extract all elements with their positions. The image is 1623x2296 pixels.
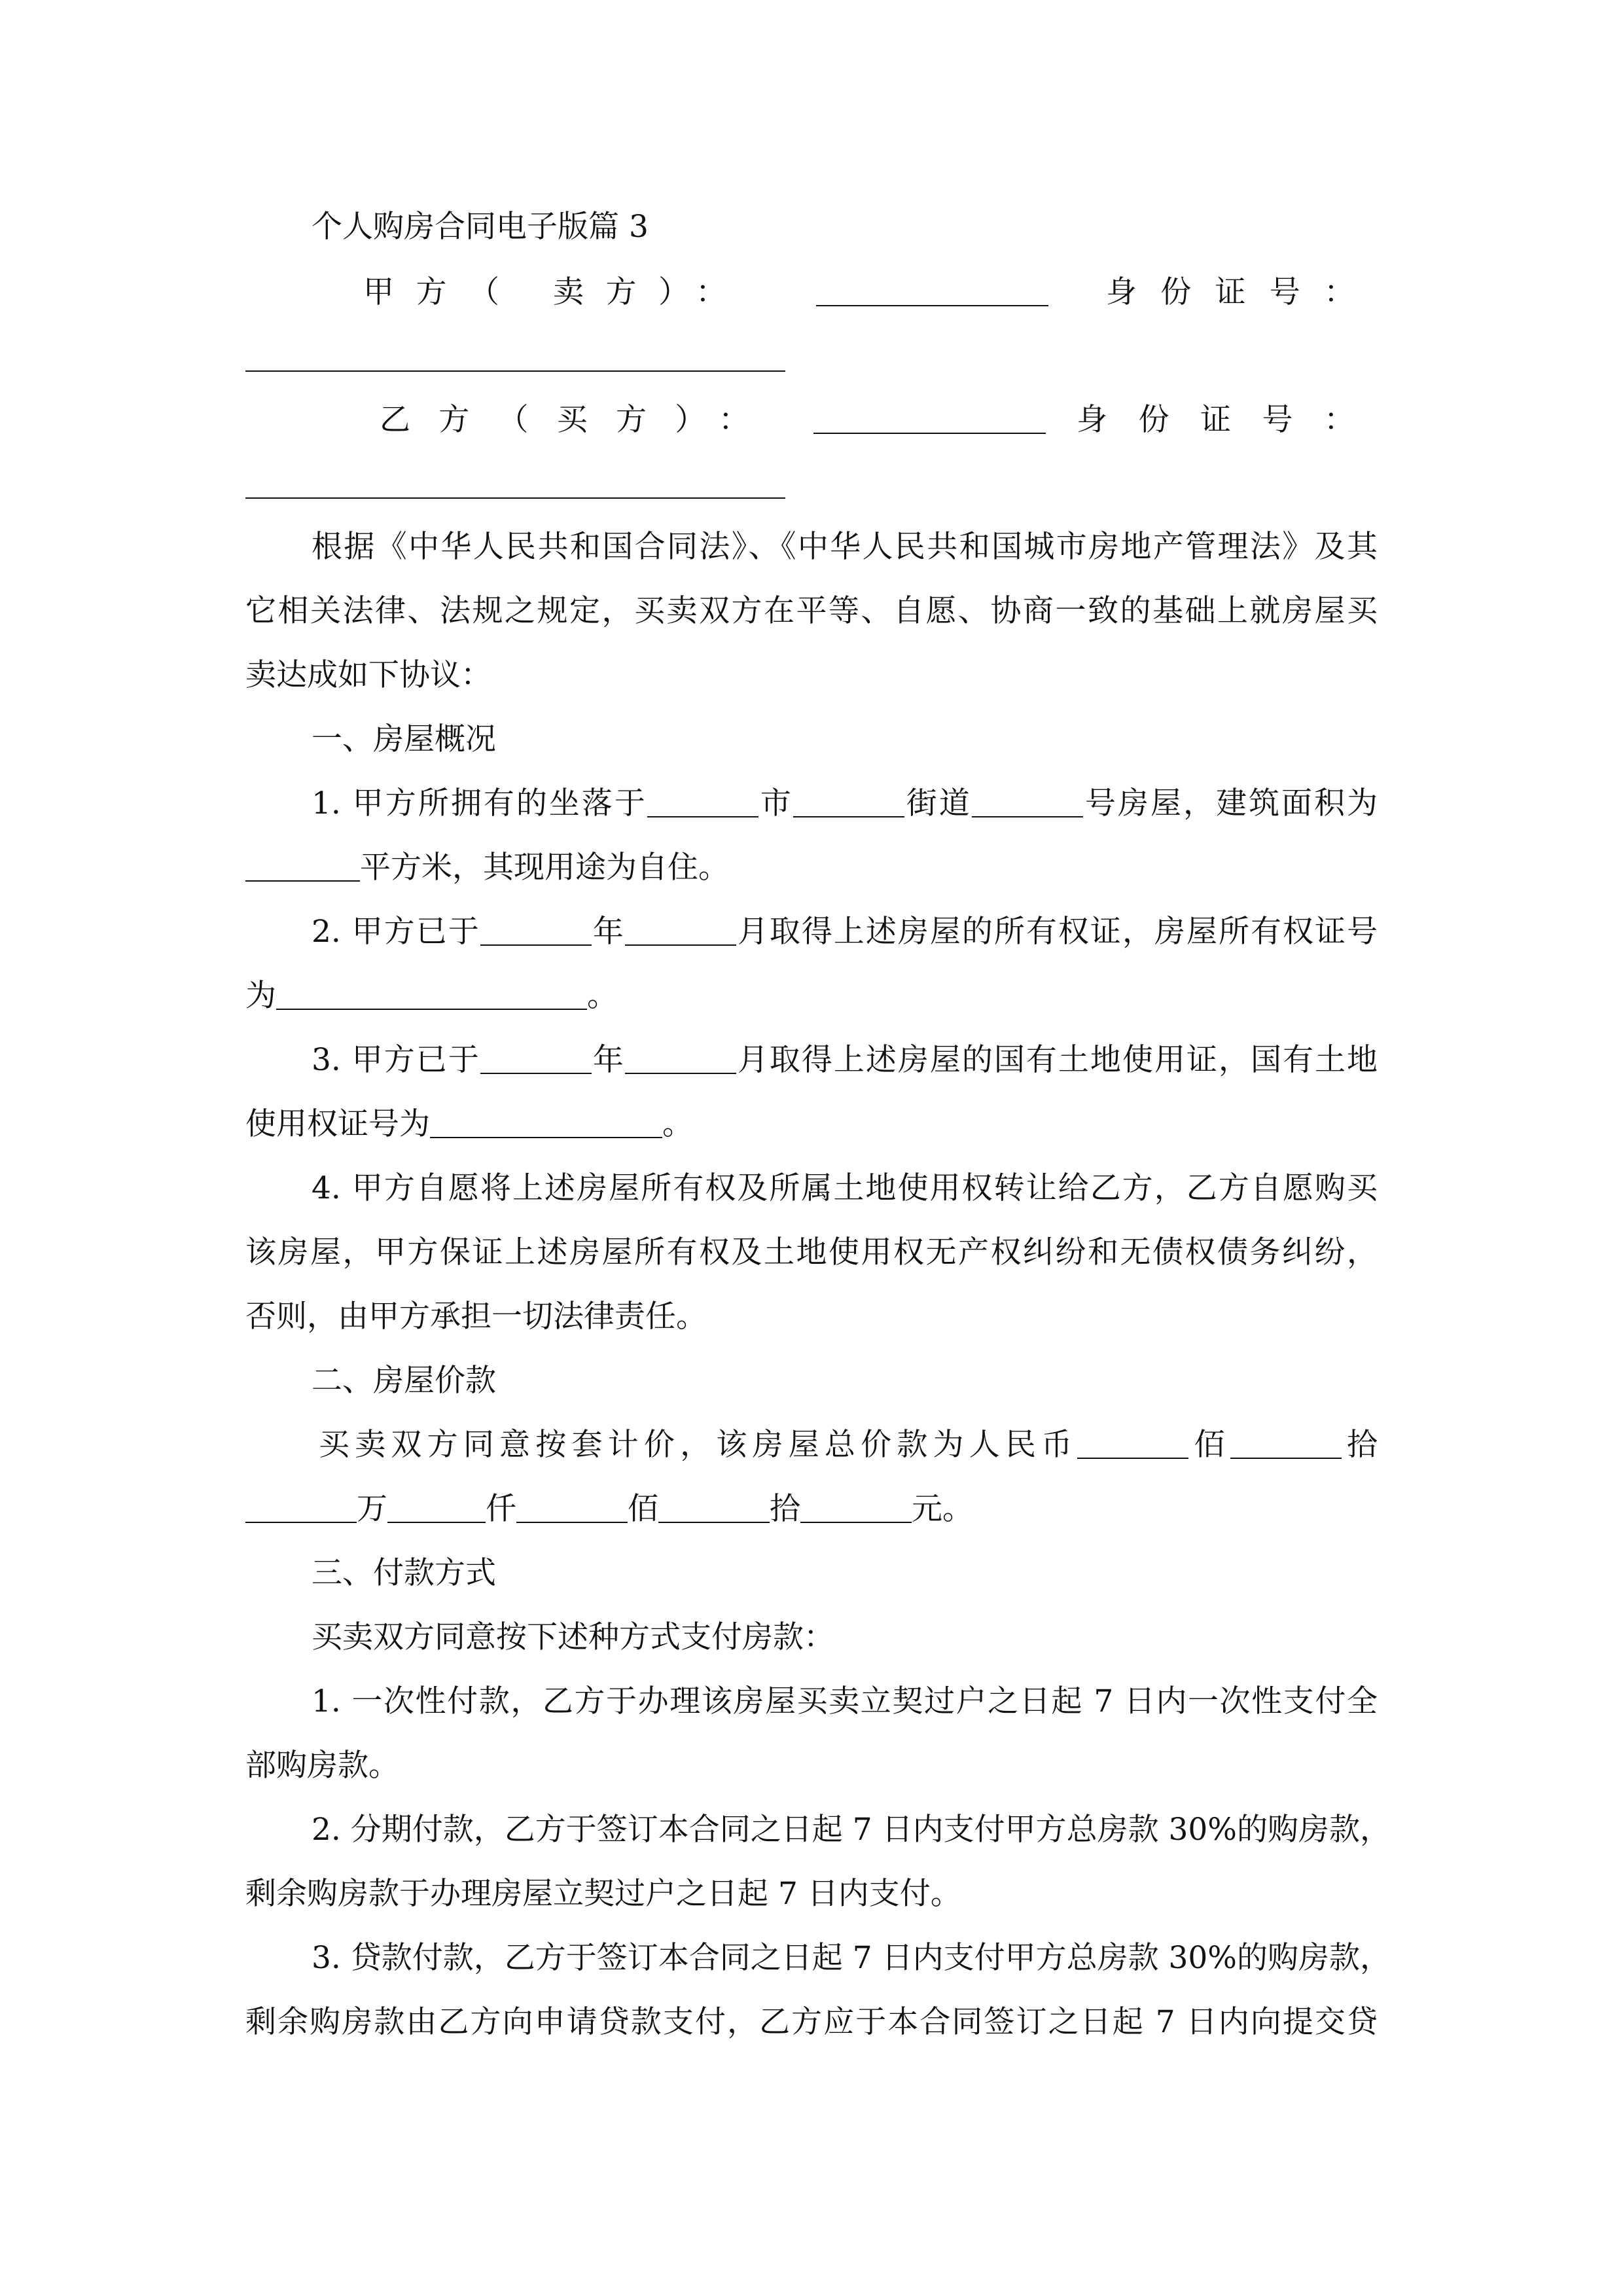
section-1-item-3-line-1: 3. 甲方已于 年 月取得上述房屋的国有土地使用证，国有土地 — [312, 1028, 1378, 1092]
section-1-item-1-line-2: 平方米，其现用途为自住。 — [245, 836, 1378, 900]
section-2-price-line-1: 买卖双方同意按套计价，该房屋总价款为人民币 佰 拾 — [319, 1413, 1378, 1477]
section-3-item-3-line-2: 剩余购房款由乙方向申请贷款支付，乙方应于本合同签订之日起 7 日内向提交贷 — [245, 2004, 1378, 2040]
intro-line-2: 它相关法律、法规之规定，买卖双方在平等、自愿、协商一致的基础上就房屋买 — [245, 593, 1378, 629]
section-3-item-2-line-1: 2. 分期付款，乙方于签订本合同之日起 7 日内支付甲方总房款 30%的购房款， — [312, 1812, 1391, 1848]
section-3-item-2-line-2: 剩余购房款于办理房屋立契过户之日起 7 日内支付。 — [245, 1876, 961, 1912]
section-3-heading: 三、付款方式 — [312, 1555, 496, 1591]
section-1-item-3-line-2: 使用权证号为 。 — [245, 1092, 1378, 1157]
section-3-item-1-line-2: 部购房款。 — [245, 1748, 399, 1784]
party-b-name-blank — [813, 388, 1046, 452]
party-a-id-label: 身份证号： — [1106, 274, 1355, 310]
section-1-item-4-line-2: 该房屋，甲方保证上述房屋所有权及土地使用权无产权纠纷和无债权债务纠纷， — [245, 1234, 1378, 1270]
party-b-label: 乙方（买方）： — [380, 402, 749, 438]
party-a-id-blank — [245, 370, 785, 372]
party-a-name-blank — [816, 260, 1048, 325]
section-1-heading: 一、房屋概况 — [312, 721, 496, 757]
section-2-price-line-2: 万 仟 佰 拾 元。 — [245, 1477, 1378, 1541]
section-2-heading: 二、房屋价款 — [312, 1363, 496, 1399]
section-1-item-4-line-3: 否则，由甲方承担一切法律责任。 — [245, 1299, 707, 1335]
party-a-label: 甲方（ 卖方）： — [363, 274, 726, 310]
section-1-item-1-line-1: 1. 甲方所拥有的坐落于 市 街道 号房屋，建筑面积为 — [312, 772, 1378, 836]
section-3-item-3-line-1: 3. 贷款付款，乙方于签订本合同之日起 7 日内支付甲方总房款 30%的购房款， — [312, 1940, 1391, 1976]
document-title: 个人购房合同电子版篇 3 — [312, 209, 649, 245]
section-1-item-2-line-2: 为 。 — [245, 964, 1378, 1028]
intro-line-3: 卖达成如下协议： — [245, 657, 491, 693]
section-3-item-1-line-1: 1. 一次性付款，乙方于办理该房屋买卖立契过户之日起 7 日内一次性支付全 — [312, 1683, 1378, 1719]
section-1-item-2-line-1: 2. 甲方已于 年 月取得上述房屋的所有权证，房屋所有权证号 — [312, 900, 1378, 964]
intro-line-1: 根据《中华人民共和国合同法》、《中华人民共和国城市房地产管理法》及其 — [312, 529, 1378, 565]
party-b-id-label: 身份证号： — [1077, 402, 1355, 438]
section-3-intro: 买卖双方同意按下述种方式支付房款： — [312, 1619, 834, 1655]
section-1-item-4-line-1: 4. 甲方自愿将上述房屋所有权及所属土地使用权转让给乙方，乙方自愿购买 — [312, 1170, 1378, 1206]
party-b-id-blank — [245, 497, 785, 499]
